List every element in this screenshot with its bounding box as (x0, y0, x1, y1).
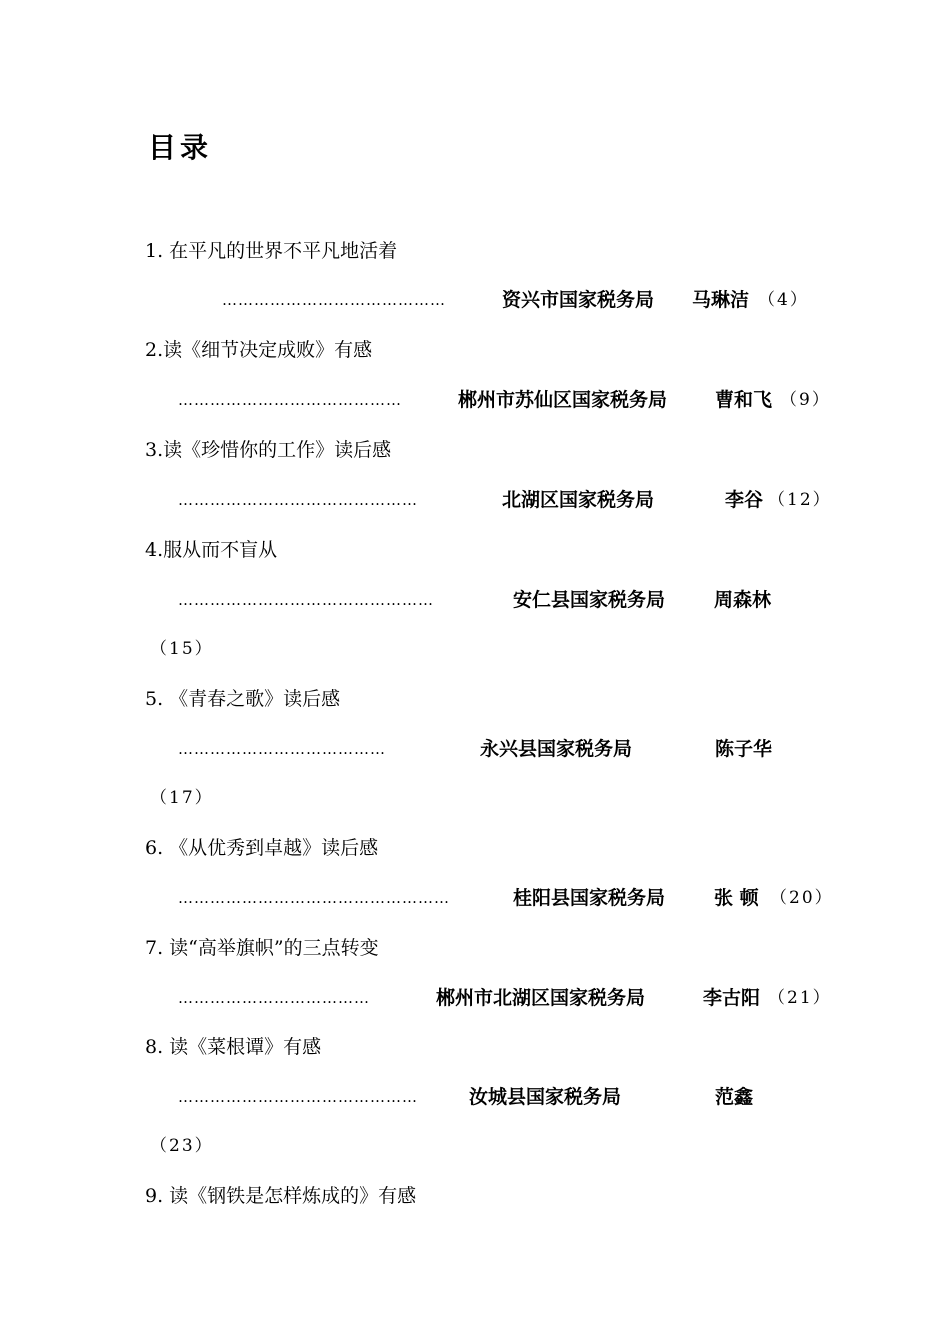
toc-entry-4-title: 4.服从而不盲从 (145, 539, 278, 561)
entry-org: 资兴市国家税务局 (502, 289, 655, 311)
entry-author: 周森林 (714, 589, 772, 611)
entry-org: 汝城县国家税务局 (469, 1086, 622, 1108)
entry-org: 永兴县国家税务局 (480, 738, 633, 760)
toc-heading: 目录 (148, 131, 213, 164)
toc-entry-8-page-number: （23） (150, 1136, 214, 1156)
entry-author: 李谷 (725, 489, 764, 511)
entry-page-number: （9） (780, 390, 831, 410)
toc-entry-3-title: 3.读《珍惜你的工作》读后感 (145, 439, 392, 461)
entry-page-number: （4） (758, 290, 809, 310)
toc-entry-4-page-number: （15） (150, 639, 214, 659)
entry-author: 李古阳 (703, 987, 761, 1009)
toc-entry-5-title: 5. 《青春之歌》读后感 (145, 688, 341, 710)
toc-entry-4-leader (0, 585, 950, 615)
entry-author: 张 顿 (714, 887, 759, 909)
toc-entry-8-title: 8. 读《菜根谭》有感 (145, 1036, 322, 1058)
dot-leader: ………………………………… (178, 740, 386, 758)
toc-entry-7-leader (0, 983, 950, 1013)
entry-org: 郴州市苏仙区国家税务局 (458, 389, 668, 411)
entry-author: 陈子华 (715, 738, 773, 760)
entry-org: 桂阳县国家税务局 (513, 887, 666, 909)
entry-org: 安仁县国家税务局 (513, 589, 666, 611)
dot-leader: ……………………………………… (178, 491, 418, 509)
toc-entry-9-title: 9. 读《钢铁是怎样炼成的》有感 (145, 1185, 417, 1207)
entry-page-number: （20） (770, 888, 834, 908)
dot-leader: ……………………………… (178, 989, 370, 1007)
toc-entry-7-title: 7. 读“高举旗帜”的三点转变 (145, 937, 379, 959)
toc-entry-8-leader (0, 1082, 950, 1112)
toc-entry-6-leader (0, 883, 950, 913)
toc-entry-1-title: 1. 在平凡的世界不平凡地活着 (145, 240, 398, 262)
entry-author: 范鑫 (715, 1086, 754, 1108)
dot-leader: …………………………………… (222, 291, 446, 309)
entry-org: 北湖区国家税务局 (502, 489, 655, 511)
toc-entry-1-leader (0, 285, 950, 315)
entry-page-number: （12） (768, 490, 832, 510)
entry-author: 马琳洁 (692, 289, 750, 311)
dot-leader: ……………………………………… (178, 1088, 418, 1106)
toc-entry-3-leader (0, 485, 950, 515)
entry-author: 曹和飞 (715, 389, 773, 411)
dot-leader: …………………………………… (178, 391, 402, 409)
toc-entry-5-leader (0, 734, 950, 764)
toc-entry-2-title: 2.读《细节决定成败》有感 (145, 339, 373, 361)
toc-entry-5-page-number: （17） (150, 788, 214, 808)
dot-leader: ………………………………………… (178, 591, 434, 609)
entry-org: 郴州市北湖区国家税务局 (436, 987, 646, 1009)
dot-leader: …………………………………………… (178, 889, 450, 907)
toc-entry-6-title: 6. 《从优秀到卓越》读后感 (145, 837, 379, 859)
toc-entry-2-leader (0, 385, 950, 415)
entry-page-number: （21） (768, 988, 832, 1008)
